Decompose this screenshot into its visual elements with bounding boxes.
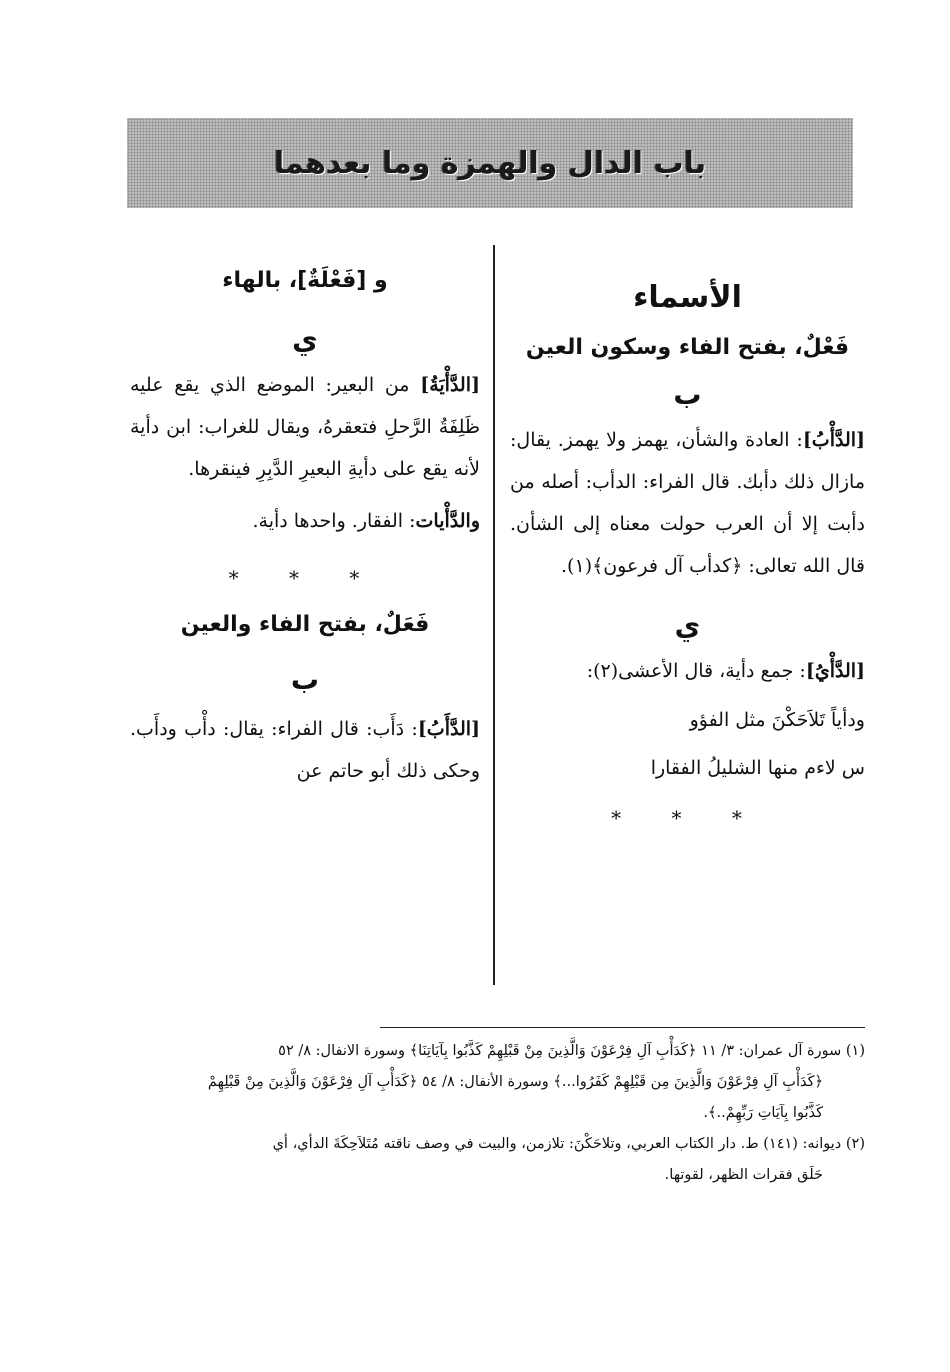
entry-day	[510, 650, 865, 692]
right-column	[510, 262, 865, 848]
root-letter-y: ي	[292, 323, 318, 356]
pattern-heading: فَعَلٌ، بفتح الفاء والعين	[180, 612, 430, 637]
entry-text: : الفقار. واحدها دأية.	[252, 510, 416, 532]
section-separator: * * *	[611, 806, 764, 830]
entry-daab	[130, 708, 480, 792]
root-letter-b: ب	[290, 663, 320, 696]
entry-text: : العادة والشأن، يهمز ولا يهمز. يقال: مازال ذلك دأبك. قال الفراء: الدأب: أصله من دأبت إلا أن العرب حولت معناه إلى الشأن. قال الله تعالى: ﴿كدأب آل فرعون﴾(١).	[510, 429, 865, 577]
entry-term: [الدَّأَبُ]	[417, 718, 480, 740]
entry-daya	[130, 364, 480, 490]
entry-term: والدَّأْيات	[415, 510, 480, 532]
entry-text: : جمع دأية، قال الأعشى(٢):	[586, 660, 806, 682]
pattern-heading: و [فَعْلَةٌ]، بالهاء	[222, 268, 388, 293]
footnote-2-line-1: (٢) ديوانه: (١٤١) ط. دار الكتاب العربي، وتلاحَكْنَ: تلازمن، والبيت في وصف ناقته مُتَلاَحِكَةَ الدأي، أي	[272, 1136, 865, 1152]
section-heading: الأسماء	[633, 280, 742, 315]
entry-term: [الدَّأْيُ]	[805, 660, 865, 682]
entry-term: [الدَّأْبُ]	[802, 429, 865, 451]
left-column	[130, 262, 480, 792]
chapter-title: باب الدال والهمزة وما بعدهما	[273, 145, 707, 181]
footnote-rule	[380, 1027, 865, 1028]
chapter-title-banner	[127, 118, 853, 208]
entry-dayat	[130, 500, 480, 542]
column-divider	[493, 245, 495, 985]
root-letter-y: ي	[674, 609, 701, 642]
footnote-1-line-1: (١) سورة آل عمران: ٣/ ١١ ﴿كَدَأْبِ آلِ فِرْعَوْنَ وَالَّذِينَ مِنْ قَبْلِهِمْ كَذَّبُوا بِآيَاتِنَا﴾ وسورة الانفال: ٨/ ٥٢	[278, 1043, 865, 1059]
verse-line-2: س لاءم منها الشليلُ الفقارا	[650, 757, 865, 779]
section-separator: * * *	[228, 566, 382, 590]
entry-text: من البعير: الموضع الذي يقع عليه ظَلِفَةُ الرَّحلِ فتعقرهُ، ويقال للغراب: ابن دأية لأنه يقع على دأيةِ البعيرِ الدَّبِرِ فينقرها.	[130, 374, 480, 480]
footnote-1-line-2: ﴿كَدَأْبِ آلِ فِرْعَوْنَ وَالَّذِينَ مِن قَبْلِهِمْ كَفَرُوا...﴾ وسورة الأنفال: ٨/ ٥٤ ﴿كَدَأْبِ آلِ فِرْعَوْنَ وَالَّذِينَ مِنْ قَبْلِهِمْ	[207, 1074, 823, 1090]
footnote-1-line-3: كَذَّبُوا بِآيَاتِ رَبِّهِمْ..﴾.	[703, 1105, 823, 1121]
footnote-2-line-2: حَلَق فقرات الظهر، لقوتها.	[664, 1167, 823, 1183]
entry-term: [الدَّأْيَةُ]	[420, 374, 480, 396]
pattern-heading: فَعْلٌ، بفتح الفاء وسكون العين	[525, 335, 850, 360]
root-letter-b: ب	[673, 378, 702, 411]
verse-line-1: ودأياً تَلاَحَكْنَ مثل الفؤو	[689, 709, 865, 731]
entry-text: : دَأَب: قال الفراء: يقال: دأْب ودأَب. وحكى ذلك أبو حاتم عن	[130, 718, 480, 782]
footnotes	[130, 1038, 865, 1193]
entry-dab	[510, 419, 865, 587]
